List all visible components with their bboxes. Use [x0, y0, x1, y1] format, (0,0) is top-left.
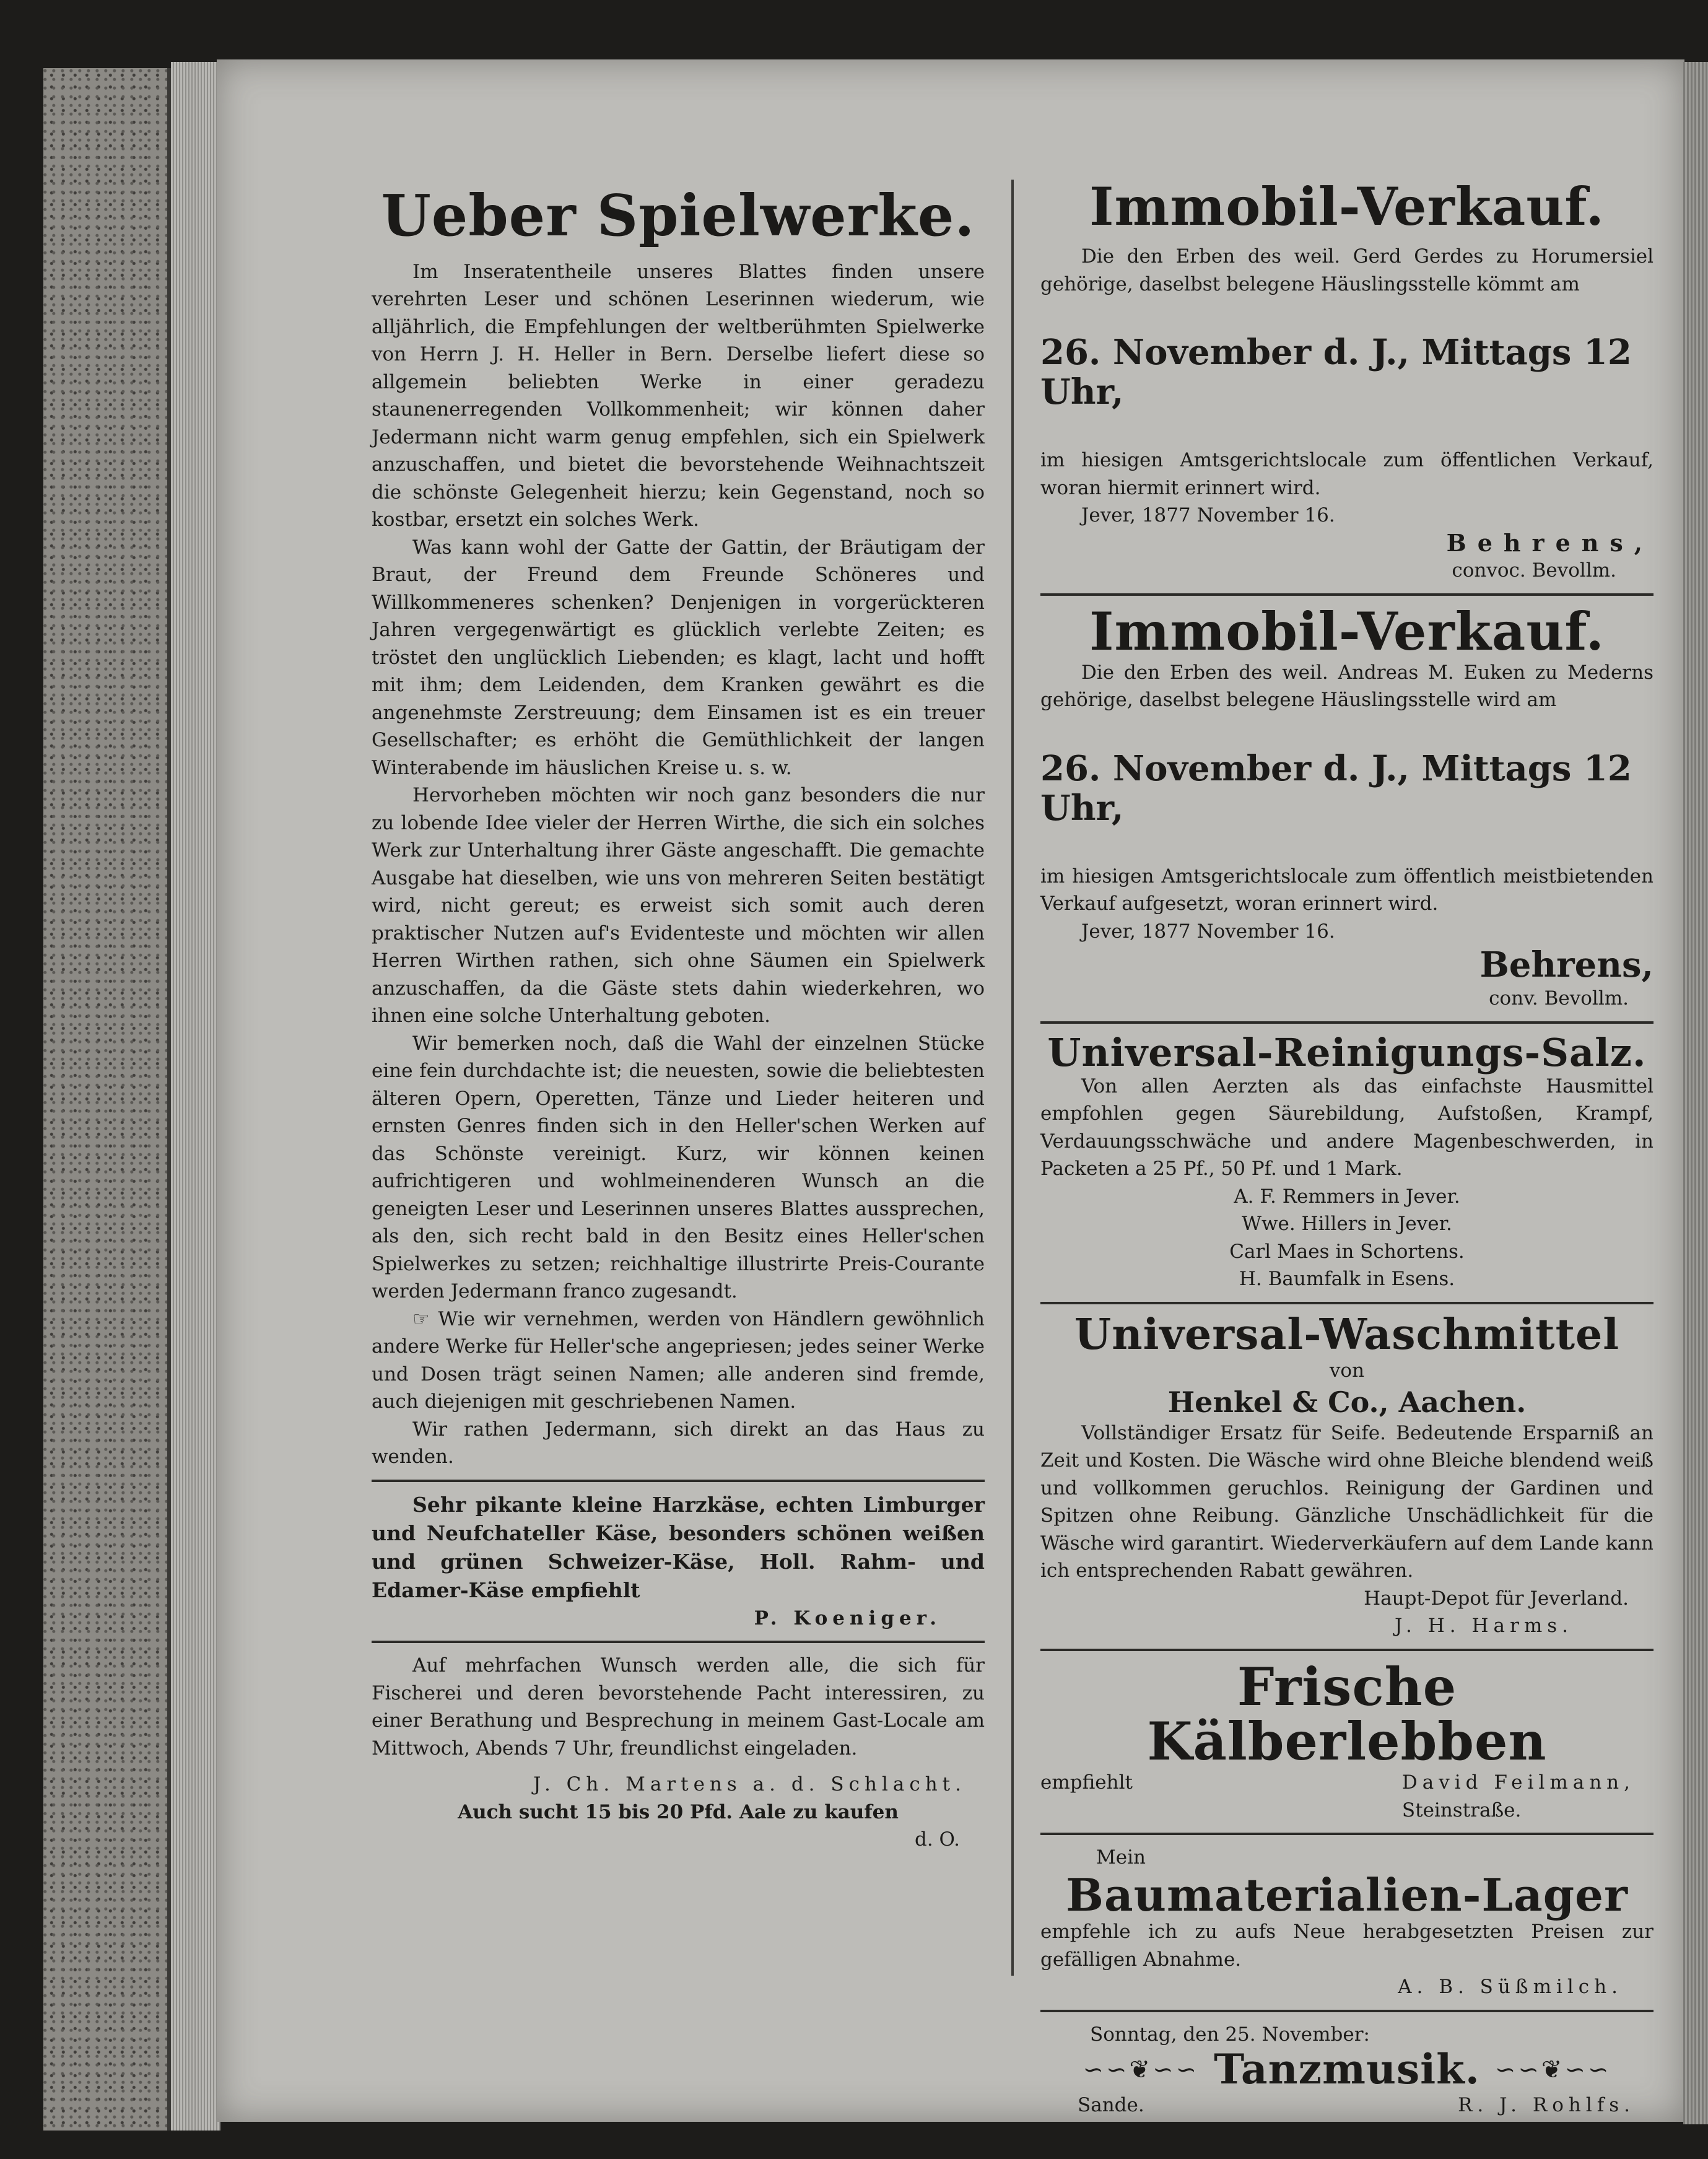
- ad-text: Vollständiger Ersatz für Seife. Bedeutende Ersparniß an Zeit und Kosten. Die Wäsche wird ohne Bleiche blendend weiß und vollkommen geruchlos. Reinigung der Gardinen und Spitzen ohne Reibung. Gänzliche Unschädlichkeit für die Wäsche wird garantirt. Wiederverkäufern auf dem Lande kann ich entsprechenden Rabatt gewähren.: [1040, 1421, 1654, 1582]
- ad-signature: Behrens,: [1446, 528, 1654, 557]
- signature-role: conv. Bevollm.: [1489, 987, 1629, 1010]
- ad-signature: David Feilmann,: [1401, 1771, 1635, 1794]
- article-paragraph: Was kann wohl der Gatte der Gattin, der Bräutigam der Braut, der Freund dem Freunde Schöneres und Willkommeneres schenken? Denjenigen in vorgerückteren Jahren vergegenwärtigt es glücklich verlebte Zeiten; es tröstet den unglücklich Liebenden; es klagt, lacht und hofft mit ihm; dem Leidenden, dem Kranken gewährt es die angenehmste Zerstreuung; dem Einsamen ist es ein treuer Gesellschafter; es erhöht die Gemüthlichkeit der langen Winterabende im häuslichen Kreise u. s. w.: [372, 536, 985, 779]
- ad-title: Universal-Reinigungs-Salz.: [1047, 1029, 1647, 1075]
- baumaterialien-ad: [1040, 1844, 1654, 2001]
- seller: A. F. Remmers in Jever.: [1234, 1185, 1460, 1208]
- divider: [1040, 1021, 1654, 1024]
- ad-text: Die den Erben des weil. Andreas M. Euken zu Mederns gehörige, daselbst belegene Häuslingsstelle wird am: [1040, 661, 1654, 712]
- seller: Wwe. Hillers in Jever.: [1242, 1213, 1452, 1236]
- kalberlebben-ad: [1040, 1655, 1654, 1824]
- ad-depot: Haupt-Depot für Jeverland.: [1364, 1587, 1629, 1610]
- book-spine: [43, 68, 171, 2131]
- ad-label: empfiehlt: [1040, 1771, 1133, 1794]
- ad-title: Baumaterialien-Lager: [1066, 1868, 1628, 1921]
- ad-extra-signature: d. O.: [914, 1828, 960, 1851]
- article-paragraph: Im Inseratentheile unseres Blattes finden unsere verehrten Leser und schönen Leserinnen wiederum, wie alljährlich, die Empfehlungen der weltberühmten Spielwerke von Herrn J. H. Heller in Bern. Derselbe liefert diese so allgemein beliebten Werke in einer geradezu staunenerregenden Vollkommenheit; wir können daher Jedermann nicht warm genug empfehlen, sich ein Spielwerk anzuschaffen, und bietet die bevorstehende Weihnachtszeit die schönste Gelegenheit hierzu; kein Gegenstand, noch so kostbar, ersetzt ein solches Werk.: [372, 260, 985, 531]
- place-date: Jever, 1877 November 16.: [1081, 504, 1335, 527]
- ad-date: Sonntag, den 25. November:: [1090, 2023, 1370, 2046]
- waschmittel-ad: [1040, 1309, 1654, 1640]
- article-paragraph: Hervorheben möchten wir noch ganz besonders die nur zu lobende Idee vieler der Herren Wirthe, die sich ein solches Werk zur Unterhaltung ihrer Gäste angeschafft. Die gemachte Ausgabe hat dieselben, wie uns von mehreren Seiten bestätigt wird, nicht gereut; es erweist sich somit auch deren praktischer Nutzen auf's Evidenteste und möchten wir allen Herren Wirthen rathen, sich ohne Säumen ein Spielwerk anzuschaffen, da die Gäste stets dahin wiederkehren, wo ihnen eine solche Unterhaltung geboten.: [372, 784, 985, 1027]
- page-edges-left: [171, 62, 220, 2131]
- immobil-ad-1: [1040, 176, 1654, 585]
- ad-text: Sehr pikante kleine Harzkäse, echten Limburger und Neufchateller Käse, besonders schönen weißen und grünen Schweizer-Käse, Holl. Rahm- und Edamer-Käse empfiehlt: [372, 1492, 985, 1602]
- tanzmusik-ad: [1040, 2021, 1654, 2119]
- seller: H. Baumfalk in Esens.: [1239, 1268, 1455, 1291]
- ad-text: Von allen Aerzten als das einfachste Hausmittel empfohlen gegen Säurebildung, Aufstoßen, Krampf, Verdauungsschwäche und andere Magenbeschwerden, in Packeten a 25 Pf., 50 Pf. und 1 Mark.: [1040, 1075, 1654, 1180]
- ad-title: Immobil-Verkauf.: [1089, 176, 1605, 237]
- article-paragraph: Wir bemerken noch, daß die Wahl der einzelnen Stücke eine fein durchdachte ist; die neuesten, sowie die beliebtesten älteren Opern, Operetten, Tänze und Lieder heiteren und ernsten Genres finden sich in den Heller'schen Werken auf das Schönste vereinigt. Kurz, wir können keinen aufrichtigeren und wohlmeinenderen Wunsch an die geneigten Leser und Leserinnen unseres Blattes aussprechen, als den, sich recht bald in den Besitz eines Heller'schen Spielwerkes zu setzen; reichhaltige illustrirte Preis-Courante werden Jedermann franco zugesandt.: [372, 1032, 985, 1303]
- article-title: Ueber Spielwerke.: [381, 182, 975, 249]
- immobil-ad-2: [1040, 600, 1654, 1013]
- auction-date: 26. November d. J., Mittags 12 Uhr,: [1040, 332, 1632, 413]
- ad-signature: J. Ch. Martens a. d. Schlacht.: [533, 1773, 966, 1796]
- article-paragraph: Wir rathen Jedermann, sich direkt an das Haus zu wenden.: [372, 1418, 985, 1468]
- ad-text: empfehle ich zu aufs Neue herabgesetzten Preisen zur gefälligen Abnahme.: [1040, 1921, 1654, 1971]
- article-paragraph: ☞ Wie wir vernehmen, werden von Händlern gewöhnlich andere Werke für Heller'sche angepriesen; jedes seiner Werke und Dosen trägt seinen Namen; alle anderen sind fremde, auch diejenigen mit geschriebenen Namen.: [372, 1307, 985, 1413]
- auction-date: 26. November d. J., Mittags 12 Uhr,: [1040, 748, 1632, 829]
- ad-pre: Mein: [1096, 1846, 1146, 1869]
- signature-role: convoc. Bevollm.: [1452, 559, 1616, 582]
- ad-signature: P. Koeniger.: [754, 1607, 941, 1629]
- ad-title: Tanzmusik.: [1214, 2045, 1480, 2094]
- ad-title: Immobil-Verkauf.: [1089, 600, 1605, 662]
- ad-maker: Henkel & Co., Aachen.: [1167, 1385, 1527, 1419]
- flourish-right-icon: ∽∽❦∽∽: [1494, 2055, 1611, 2084]
- divider: [1040, 1833, 1654, 1835]
- seller: Carl Maes in Schortens.: [1229, 1240, 1465, 1263]
- column-divider: [1011, 180, 1014, 1976]
- divider: [1040, 1649, 1654, 1651]
- divider: [1040, 593, 1654, 596]
- ad-title: Frische Kälberlebben: [1147, 1655, 1547, 1773]
- ad-signature: Behrens,: [1479, 944, 1654, 986]
- ad-signature: A. B. Süßmilch.: [1398, 1976, 1623, 1999]
- ad-signature: R. J. Rohlfs.: [1458, 2093, 1635, 2116]
- divider: [372, 1641, 985, 1643]
- ad-text: Die den Erben des weil. Gerd Gerdes zu Horumersiel gehörige, daselbst belegene Häuslingsstelle kömmt am: [1040, 245, 1654, 295]
- page-edges-right: [1683, 62, 1708, 2124]
- flourish-left-icon: ∽∽❦∽∽: [1083, 2055, 1200, 2084]
- left-column: [372, 118, 985, 1854]
- ad-place: Sande.: [1078, 2093, 1144, 2116]
- divider: [1040, 2010, 1654, 2012]
- ad-extra-text: Auch sucht 15 bis 20 Pfd. Aale zu kaufen: [458, 1800, 899, 1823]
- place-date: Jever, 1877 November 16.: [1081, 920, 1335, 943]
- salz-ad: [1040, 1029, 1654, 1293]
- ad-street: Steinstraße.: [1401, 1799, 1522, 1821]
- divider: [372, 1480, 985, 1482]
- fishing-ad: [372, 1652, 985, 1854]
- right-column: [1040, 118, 1654, 2119]
- ad-text: im hiesigen Amtsgerichtslocale zum öffentlichen Verkauf, woran hiermit erinnert wird.: [1040, 449, 1654, 499]
- cheese-ad: [372, 1491, 985, 1633]
- ad-signature: J. H. Harms.: [1395, 1615, 1573, 1638]
- ad-von: von: [1329, 1359, 1365, 1382]
- ad-title: Universal-Waschmittel: [1074, 1309, 1620, 1359]
- ad-text: Auf mehrfachen Wunsch werden alle, die sich für Fischerei und deren bevorstehende Pacht interessiren, zu einer Berathung und Besprechung in meinem Gast-Locale am Mittwoch, Abends 7 Uhr, freundlichst eingeladen.: [372, 1654, 985, 1760]
- ad-text: im hiesigen Amtsgerichtslocale zum öffentlich meistbietenden Verkauf aufgesetzt, woran erinnert wird.: [1040, 865, 1654, 915]
- divider: [1040, 1302, 1654, 1304]
